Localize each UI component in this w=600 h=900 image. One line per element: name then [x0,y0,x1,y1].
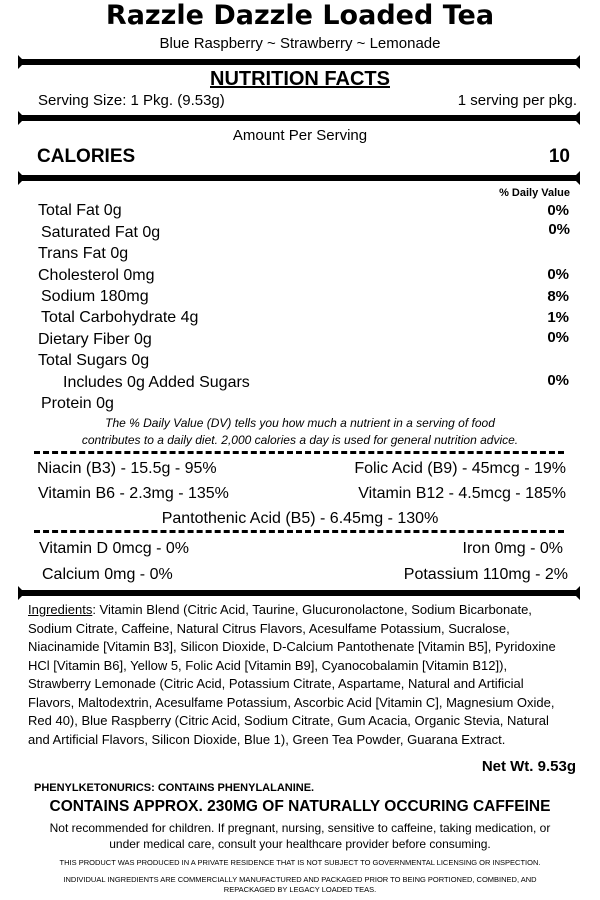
consumer-warning-line2: under medical care, consult your healthcare provider before consuming. [109,837,491,851]
nutrient-protein: Protein 0g [41,395,114,412]
daily-value-heading: % Daily Value [499,187,570,199]
nutrient-sodium-dv: 8% [547,288,569,305]
dashed-divider [34,530,564,533]
disclaimer-line2: INDIVIDUAL INGREDIENTS ARE COMMERCIALLY MANUFACTURED AND PACKAGED PRIOR TO BEING PORTIONED, COMBINED, AND [63,875,537,884]
disclaimer-line1: THIS PRODUCT WAS PRODUCED IN A PRIVATE RESIDENCE THAT IS NOT SUBJECT TO GOVERNMENTAL LICENSING OR INSPECTION. [59,858,541,867]
nutrient-total-carbohydrate-dv: 1% [547,309,569,326]
dv-footnote-line2: contributes to a daily diet. 2,000 calories a day is used for general nutrition advice. [81,433,519,447]
mineral-iron: Iron 0mg - 0% [462,540,563,557]
nutrient-total-fat-dv: 0% [547,202,569,219]
vitamin-niacin: Niacin (B3) - 15.5g - 95% [37,460,217,477]
dv-footnote-line1: The % Daily Value (DV) tells you how much a nutrient in a serving of food [105,416,495,430]
divider-bar [18,586,580,600]
nutrient-trans-fat: Trans Fat 0g [38,245,129,262]
vitamin-b12: Vitamin B12 - 4.5mcg - 185% [358,485,566,502]
ingredients-text: : Vitamin Blend (Citric Acid, Taurine, Glucuronolactone, Sodium Bicarbonate, Sodium Citrate, Caffeine, Natural Citrus Flavors, Acesulfame Potassium, Sucralose, Niacinamide [Vitamin B3], Silicon Dioxide, D-Calcium Pantothenate [Vitamin B5], Pyridoxine HCl [Vitamin B6], Yellow 5, Folic Acid [Vitamin B9], Cyanocobalamin [Vitamin B12]), Strawberry Lemonade (Citric Acid, Potassium Citrate, Aspartame, Natural and Artificial Flavors, Maltodextrin, Acesulfame Potassium, Ascorbic Acid [Vitamin C], Magnesium Oxide, Red 40), Blue Raspberry (Citric Acid, Sodium Citrate, Gum Acacia, Organic Stevia, Natural and Artificial Flavors, Silicon Dioxide, Blue 1), Green Tea Powder, Guarana Extract. [28,602,556,747]
divider-bar [18,55,580,69]
ingredients-label: Ingredients [28,602,93,617]
mineral-potassium: Potassium 110mg - 2% [403,566,568,583]
nutrient-saturated-fat-dv: 0% [548,221,570,238]
nutrient-total-sugars: Total Sugars 0g [38,352,150,369]
nutrition-facts-heading: NUTRITION FACTS [210,68,390,90]
divider-bar [18,111,580,125]
flavor-subtitle: Blue Raspberry ~ Strawberry ~ Lemonade [159,35,441,52]
amount-per-serving: Amount Per Serving [232,127,368,144]
nutrient-dietary-fiber: Dietary Fiber 0g [38,331,152,348]
calories-value: 10 [548,146,570,167]
nutrient-total-fat: Total Fat 0g [38,202,122,219]
mineral-calcium: Calcium 0mg - 0% [42,566,173,583]
product-title: Razzle Dazzle Loaded Tea [105,0,495,31]
nutrient-dietary-fiber-dv: 0% [547,329,569,346]
vitamin-b6: Vitamin B6 - 2.3mg - 135% [38,485,229,502]
disclaimer-line3: REPACKAGED BY LEGACY LOADED TEAS. [223,885,377,894]
vitamin-d: Vitamin D 0mcg - 0% [39,540,189,557]
serving-size: Serving Size: 1 Pkg. (9.53g) [38,92,225,109]
divider-bar [18,171,580,185]
dashed-divider [34,451,564,454]
net-weight: Net Wt. 9.53g [481,758,576,775]
nutrient-added-sugars-dv: 0% [547,372,569,389]
nutrient-total-carbohydrate: Total Carbohydrate 4g [41,309,199,326]
nutrient-sodium: Sodium 180mg [41,288,149,305]
pku-warning: PHENYLKETONURICS: CONTAINS PHENYLALANINE. [34,782,315,794]
ingredients-list [28,601,573,749]
nutrient-saturated-fat: Saturated Fat 0g [41,224,161,241]
nutrient-cholesterol-dv: 0% [547,266,569,283]
calories-label: CALORIES [37,146,136,167]
consumer-warning-line1: Not recommended for children. If pregnant, nursing, sensitive to caffeine, taking medication, or [49,821,551,835]
nutrient-cholesterol: Cholesterol 0mg [38,267,155,284]
servings-per-package: 1 serving per pkg. [457,92,577,109]
vitamin-folic-acid: Folic Acid (B9) - 45mcg - 19% [354,460,566,477]
nutrient-added-sugars: Includes 0g Added Sugars [63,374,250,391]
vitamin-pantothenic-acid: Pantothenic Acid (B5) - 6.45mg - 130% [161,510,439,527]
caffeine-warning: CONTAINS APPROX. 230MG OF NATURALLY OCCURING CAFFEINE [49,798,551,815]
